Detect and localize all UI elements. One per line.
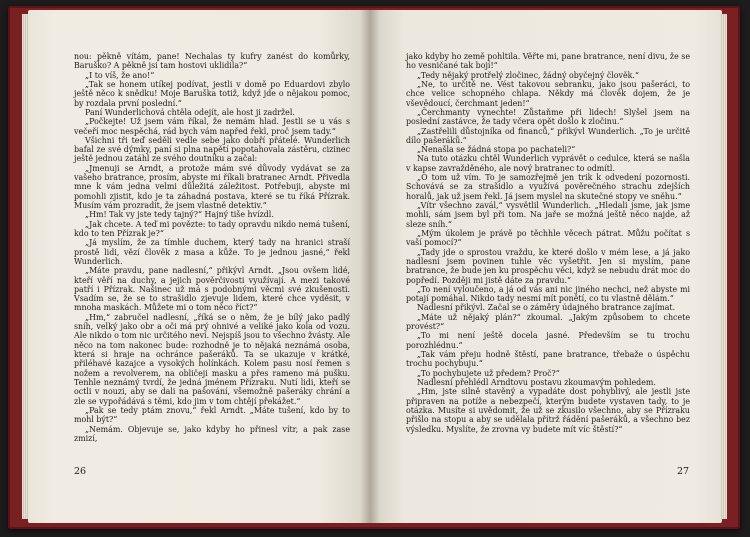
paragraph: „Pak se tedy ptám znovu,“ řekl Arndt. „Máte tušení, kdo by to mohl být?“: [74, 405, 350, 425]
paragraph: „I to víš, že ano!“: [85, 70, 155, 80]
paragraph: Nadlesní přehlédl Arndtovu postavu zkoumavým pohledem.: [417, 377, 656, 387]
right-page-number: 27: [677, 466, 690, 477]
book: [8, 6, 740, 529]
paragraph: jako kdyby ho země pohltila. Věřte mi, pane bratrance, není divu, že se ho vesničané tak bojí!“: [406, 52, 690, 71]
paragraph: „Ne, to určitě ne. Vést takovou sebranku, jako jsou pašeráci, to chce velice schopného chlapa. Někdy má člověk dojem, že je vševědoucí, čerchmant jeden!“: [406, 79, 690, 108]
right-page-text: [406, 52, 690, 434]
paragraph: „Počkejte! Už jsem vám říkal, že nemám hlad. Jestli se u vás s večeří moc nespěchá, rád bych vám napřed řekl, proč jsem tady.“: [74, 117, 350, 136]
paragraph: „Vítr všechno zavál,“ vysvětlil Wunderlich. „Hledali jsme, jak jsme mohli, sám jsem byl při tom. Na jaře se možná ještě něco najde, až sleze sníh.“: [406, 201, 690, 229]
paragraph: „Tak se honem utíkej podívat, jestli v domě po Eduardovi zbylo ještě něco k snědku! Moje Baruška totiž, když jde o nějakou pomoc, by rozdala první poslední.“: [74, 79, 350, 108]
paragraph: Paní Wunderlichová chtěla odejít, ale host ji zadržel.: [85, 107, 295, 117]
paragraph: „Čerchmanty vynechte! Zůstaňme při lidech! Slyšel jsem na poslední zastávce, že tady včera opět došlo k zločinu.“: [406, 107, 690, 127]
paragraph: „To není vyloučeno, a já od vás ani nic jiného nechci, než abyste mi potají pomáhal. Nikdo tady nesmí mít ponětí, co tu vlastně dělám.“: [406, 284, 690, 304]
paragraph: Na tuto otázku chtěl Wunderlich vyprávět o cedulce, která se našla v kapse zavražděného, ale nový bratranec to odmítl.: [406, 154, 690, 173]
paragraph: „Jak chcete. A teď mi povězte: to tady opravdu nikdo nemá tušení, kdo to ten Přízrak je?“: [74, 219, 350, 238]
paragraph: „Zastřelili důstojníka od financů,“ přikývl Wunderlich. „To je určitě dílo pašeráků.“: [406, 126, 690, 145]
page-edges-right: [720, 14, 727, 519]
paragraph: „Máte pravdu, pane nadlesní,“ přikývl Arndt. „Jsou ovšem lidé, kteří věří na duchy, a jejich pověrčivosti využívají. A mezi takové patří i Přízrak. Našinec už má s podobnými věcmi své zkušenosti. Vsadím se, že se to strašidlo zjevuje lidem, které chce vyděsit, v mnoha maskách. Můžete mi o tom něco říct?“: [74, 266, 350, 313]
paragraph: nou: pěkně vítám, pane! Nechalas ty kufry zanést do komůrky, Baruško? A pěkně jsi tam hostovi uklidila?“: [74, 52, 350, 71]
left-page: [28, 10, 370, 523]
paragraph: „Já myslím, že za tímhle duchem, který tady na hranici straší prostě lidi, vězí člověk z masa a kůže. To je jednou jasné,“ řekl Wunderlich.: [74, 238, 350, 266]
paragraph: „Mým úkolem je právě po těchhle věcech pátrat. Můžu počítat s vaší pomocí?“: [406, 228, 690, 248]
paragraph: „Tak vám přeju hodně štěstí, pane bratrance, třebaže o úspěchu trochu pochybuju.“: [406, 350, 690, 369]
paragraph: Všichni tři teď seděli vedle sebe jako dobří přátelé. Wunderlich bafal ze své dýmky, paní si plna napětí popotahovala zástěru, cizinec ještě jednou zatáhl ze svého doutníku a začal:: [74, 135, 350, 164]
left-page-text: [74, 52, 350, 443]
paragraph: „Hm, jste silně stavěný a vypadáte dost pohyblivý, ale jestli jste připraven na potíže a nebezpečí, kterým budete vystaven tady, to je otázka. Musíte si uvědomit, že už se zkusilo všechno, aby se Přízraku přišlo na stopu a aby se udělala přítrž řádění pašeráků, a všechno bez výsledku. Myslíte, že zrovna vy budete mít víc štěstí?“: [406, 387, 690, 434]
paragraph: „Nemám. Objevuje se, jako kdyby ho přinesl vítr, a pak zase zmizí,: [74, 424, 350, 443]
paragraph: „Hm! Tak vy jste tedy tajný?“ Hajný tiše hvízdl.: [85, 210, 274, 220]
paragraph: „Hm,“ zabručel nadlesní, „říká se o něm, že je bílý jako padlý sníh, velký jako obr a oči má prý ohnivé a veliké jako kola od vozu. Ale nikdo o tom nic určitého neví. Nejspíš jsou to všechno žvásty. Ale něco na tom nakonec bude: rozhodně je to nějaká neznámá osoba, která si hraje na ochránce pašeráků. Ta se ukazuje v krátké, přiléhavé kazajce a vysokých holínkách. Kolem pasu nosí řemen s nožem a revolverem, na obličeji masku a přes rameno má pušku. Tenhle neznámý tvrdí, že jedná jménem Přízraku. Nutí lidi, kteří se octli v nouzi, aby se dali na pašování, všemožně pašeráky chrání a zle se vypořádává s těmi, kdo jim v tom chtějí překážet.“: [74, 312, 350, 406]
paragraph: „Máte už nějaký plán?“ zkoumal. „Jakým způsobem to chcete provést?“: [406, 312, 690, 332]
paragraph: Nadlesní přikývl. Začal se o záměry údajného bratrance zajímat.: [417, 303, 676, 313]
paragraph: „To mi není ještě docela jasné. Především se tu trochu porozhlédnu.“: [406, 331, 690, 350]
right-page: [370, 10, 722, 523]
paragraph: „Jmenuji se Arndt, a protože mám své důvody vydávat se za vašeho bratrance, prosím, abyste mi říkali bratranec Arndt. Přivedla mne k vám jedna velmi důležitá záležitost. Potřebuji, abyste mi pomohli zjistit, kdo je ta záhadná postava, které se tu říká Přízrak. Musím vám prozradit, že jsem vlastně detektiv.“: [74, 163, 350, 210]
paragraph: „O tom už vím. To je samozřejmě jen trik k odvedení pozornosti. Schovává se za strašidlo a využívá pověrečného strachu zdejších horalů, jak už jsem řekl. Já jsem myslel na skutečné stopy ve sněhu.“: [406, 173, 690, 201]
paragraph: „Tady jde o sprostou vraždu, ke které došlo v mém lese, a já jako nadlesní jsem povinen tuhle věc vyšetřit. Jen si myslím, pane bratrance, že bude jen ku prospěchu věci, když se nebudu drát moc do popředí. Později mi jistě dáte za pravdu.“: [406, 247, 690, 285]
paragraph: „To pochybujete už předem? Proč?“: [417, 368, 560, 378]
paragraph: „Tedy nějaký protřelý zločinec, žádný obyčejný člověk.“: [417, 70, 639, 80]
paragraph: „Nenašla se žádná stopa po pachateli?“: [417, 145, 576, 155]
left-page-number: 26: [74, 466, 87, 477]
